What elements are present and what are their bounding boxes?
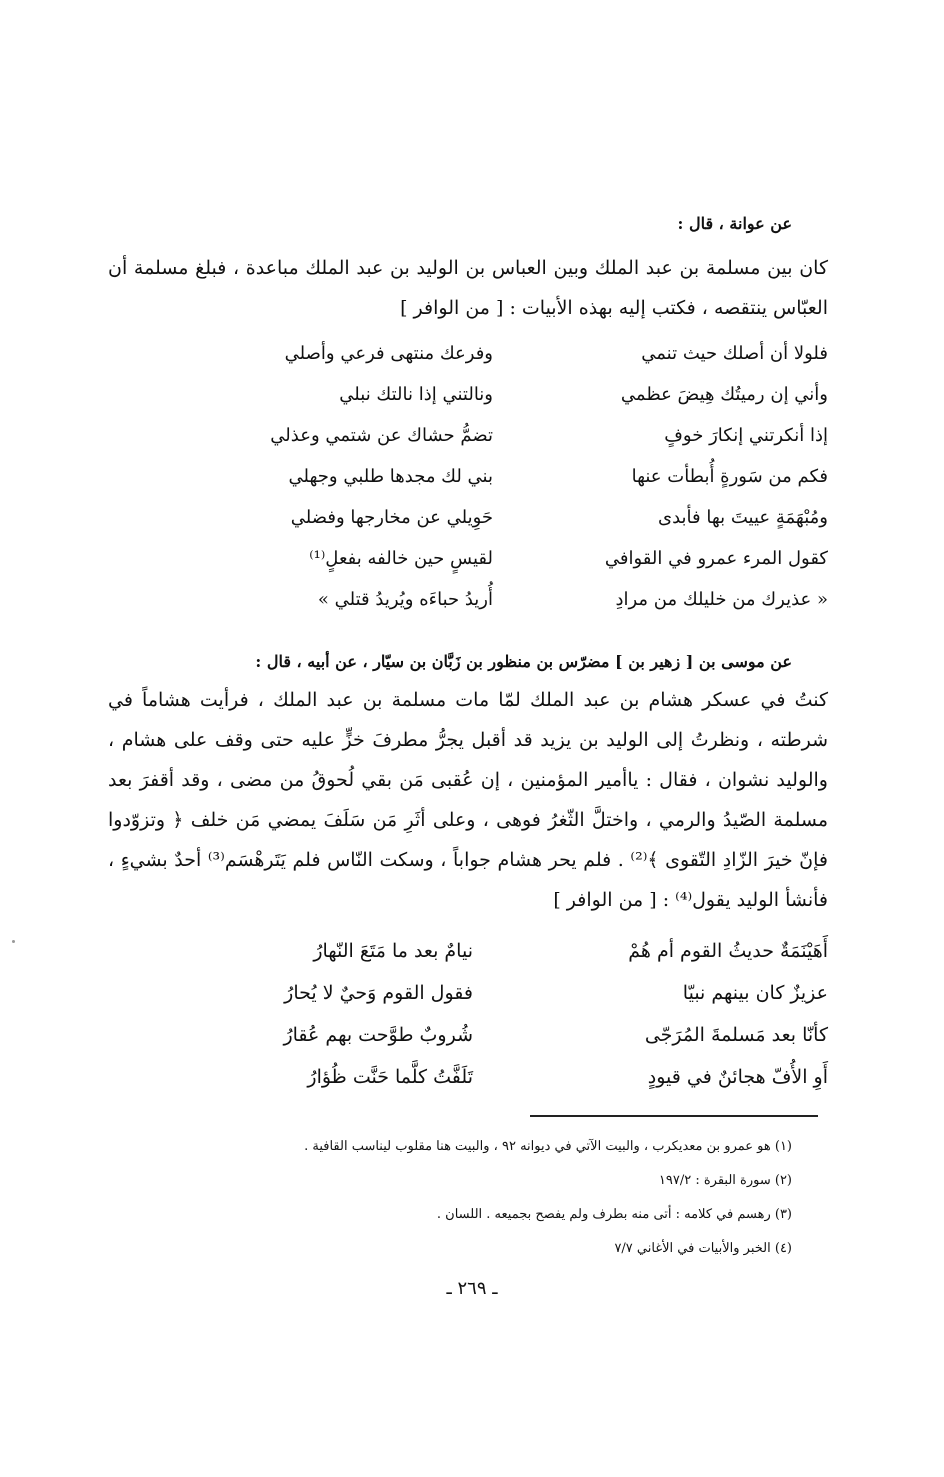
first-hemistich: كقول المرء عمرو في القوافي	[604, 548, 828, 569]
page-number: ـ ٢٦٩ ـ	[446, 1278, 498, 1299]
verse	[178, 343, 828, 384]
second-hemistich: فقول القوم وَحيٌ لا يُحارُ	[284, 982, 473, 1004]
section1-paragraph: كان بين مسلمة بن عبد الملك وبين العباس بن الوليد بن عبد الملك مباعدة ، فبلغ مسلمة أن العبّاس ينتقصه ، فكتب إليه بهذه الأبيات : [ من الوافر ]	[108, 257, 828, 319]
poem2	[178, 940, 828, 1108]
first-hemistich: وأني إن رميتُك هِيضَ عظمي	[620, 384, 828, 405]
first-hemistich: إذا أنكرتني إنكارَ خوفٍ	[664, 425, 828, 446]
second-hemistich: تَلَفَّتُ كلَّما حَنَّت ظُؤارُ	[307, 1066, 473, 1088]
first-hemistich: فلولا أن أصلك حيث تنمي	[641, 343, 828, 364]
second-hemistich: حَوِيلي عن مخارجها وفضلي	[290, 507, 493, 528]
margin-mark	[12, 940, 15, 943]
first-hemistich: ومُبْهَمَةٍ عييتَ بها فأبدى	[658, 507, 828, 528]
second-hemistich: وفرعك منتهى فرعي وأصلي	[284, 343, 493, 364]
footnotes	[172, 1130, 792, 1266]
first-hemistich: فكم من سَورةٍ أُبطأت عنها	[631, 466, 828, 487]
section2-paragraph: كنتُ في عسكر هشام بن عبد الملك لمّا مات مسلمة بن عبد الملك ، فرأيت هشاماً في شرطته ، ونظرتُ إلى الوليد بن يزيد قد أقبل يجرُّ مطرفَ خزٍّ عليه حتى وقف على هشام ، والوليد نشوان ، فقال : ياأمير المؤمنين ، إن عُقبى مَن بقي لُحوقُ من مضى ، وقد أقفرَ بعد مسلمة الصّيدُ والرمي ، واختلَّ الثّغرُ فوهى ، وعلى أثَرِ مَن سَلَفَ يمضي مَن خلف ﴿ وتزوّدوا فإنّ خيرَ الزّادِ التّقوى ﴾⁽²⁾ . فلم يحر هشام جواباً ، وسكت النّاس فلم يَتَرهْسَم⁽³⁾ أحدٌ بشيءٍ ، فأنشأ الوليد يقول⁽⁴⁾ : [ من الوافر ]	[108, 689, 828, 911]
section2-text	[108, 680, 828, 920]
section1-intro: عن عوانة ، قال :	[677, 214, 792, 233]
second-hemistich: تضمُّ حشاك عن شتمي وعذلي	[270, 425, 493, 446]
second-hemistich: ونالتني إذا نالتك نبلي	[339, 384, 493, 405]
footnote-separator	[530, 1115, 818, 1117]
verse	[178, 384, 828, 425]
verse	[178, 940, 828, 982]
footnote: (٢) سورة البقرة : ١٩٧/٢	[658, 1173, 792, 1188]
first-hemistich: عزيزٌ كان بينهم نبيّا	[682, 982, 828, 1004]
second-hemistich: أُريدُ حباءَه ويُريدُ قتلي »	[317, 589, 493, 610]
footnote: (٣) رهسم في كلامه : أتى منه بطرف ولم يفصح بجميعه . اللسان .	[436, 1207, 792, 1222]
verse	[178, 589, 828, 630]
verse	[178, 466, 828, 507]
first-hemistich: كأنّا بعد مَسلمةَ المُرَجّى	[644, 1024, 828, 1046]
first-hemistich: « عذيرك من خليلك من مرادِ	[615, 589, 828, 610]
verse	[178, 1024, 828, 1066]
second-hemistich: نيامٌ بعد ما مَتَعَ النّهارُ	[313, 940, 473, 962]
verse	[178, 1066, 828, 1108]
first-hemistich: أَهَيْنَمَةٌ حديثُ القوم أم هُمْ	[628, 940, 828, 962]
second-hemistich: لقيسٍ حين خالفه بفعلٍ⁽¹⁾	[309, 548, 493, 569]
verse	[178, 548, 828, 589]
second-hemistich: شُروبٌ طوَّحت بهم عُقارُ	[283, 1024, 473, 1046]
footnote: (١) هو عمرو بن معديكرب ، والبيت الآتي في ديوانه ٩٢ ، والبيت هنا مقلوب ليناسب القافية .	[304, 1139, 792, 1154]
section1-text	[108, 248, 828, 328]
verse	[178, 982, 828, 1024]
poem1	[178, 343, 828, 630]
footnote: (٤) الخبر والأبيات في الأغاني ٧/٧	[614, 1241, 792, 1256]
first-hemistich: أَوِ الأُفّ هجائنٌ في قيودٍ	[647, 1066, 828, 1088]
verse	[178, 425, 828, 466]
second-hemistich: بني لك مجدها طلبي وجهلي	[288, 466, 493, 487]
section2-intro: عن موسى بن [ زهير بن ] مضرّس بن منظور بن زَبَّان بن سيّار ، عن أبيه ، قال :	[255, 652, 792, 671]
verse	[178, 507, 828, 548]
